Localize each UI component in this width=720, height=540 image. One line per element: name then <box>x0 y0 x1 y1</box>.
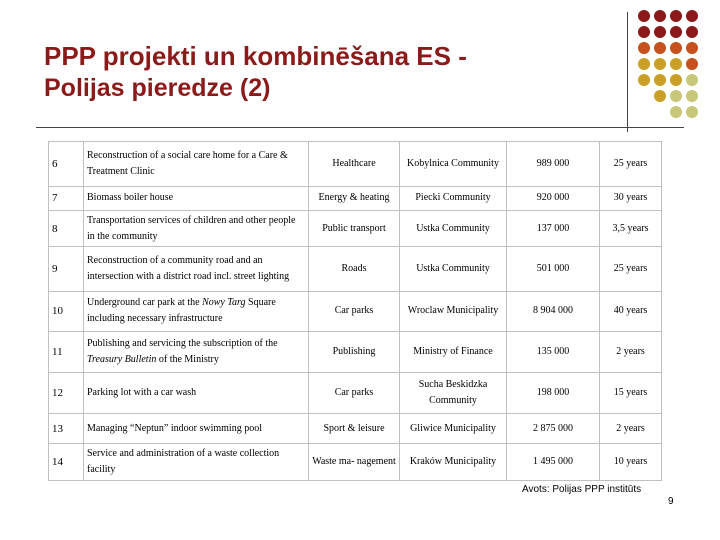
project-value: 8 904 000 <box>507 291 600 332</box>
contract-duration: 25 years <box>600 142 662 187</box>
project-sector: Public transport <box>309 211 400 247</box>
decor-dot <box>670 74 682 86</box>
public-partner: Gliwice Municipality <box>400 413 507 444</box>
decor-dot <box>638 58 650 70</box>
row-number: 6 <box>49 142 84 187</box>
decor-dot <box>654 90 666 102</box>
contract-duration: 2 years <box>600 413 662 444</box>
public-partner: Ministry of Finance <box>400 332 507 373</box>
decor-dot <box>670 58 682 70</box>
decor-dot <box>670 42 682 54</box>
row-number: 10 <box>49 291 84 332</box>
decor-dot <box>654 74 666 86</box>
public-partner: Kraków Municipality <box>400 444 507 481</box>
decor-dot <box>654 10 666 22</box>
contract-duration: 10 years <box>600 444 662 481</box>
project-description: Biomass boiler house <box>84 186 309 210</box>
project-value: 1 495 000 <box>507 444 600 481</box>
decor-dot <box>686 58 698 70</box>
table-row <box>49 373 662 414</box>
decor-dot <box>670 106 682 118</box>
project-sector: Roads <box>309 246 400 291</box>
decor-dot <box>686 74 698 86</box>
title-line-2: Polijas pieredze (2) <box>44 74 271 102</box>
decor-dot <box>686 42 698 54</box>
row-number: 8 <box>49 211 84 247</box>
public-partner: Ustka Community <box>400 211 507 247</box>
public-partner: Sucha Beskidzka Community <box>400 373 507 414</box>
project-description: Service and administration of a waste collection facility <box>84 444 309 481</box>
project-description: Parking lot with a car wash <box>84 373 309 414</box>
project-description: Reconstruction of a community road and an intersection with a district road incl. street lighting <box>84 246 309 291</box>
decor-divider-vertical <box>627 12 628 132</box>
description-emphasis: Treasury Bulletin <box>87 354 157 366</box>
decor-dot <box>686 106 698 118</box>
row-number: 7 <box>49 186 84 210</box>
description-text: Publishing and servicing the subscription of the <box>87 338 278 350</box>
row-number: 9 <box>49 246 84 291</box>
project-value: 920 000 <box>507 186 600 210</box>
description-emphasis: Nowy Targ <box>202 297 246 309</box>
project-value: 2 875 000 <box>507 413 600 444</box>
project-value: 989 000 <box>507 142 600 187</box>
decor-dot <box>654 26 666 38</box>
contract-duration: 40 years <box>600 291 662 332</box>
decor-dot <box>686 10 698 22</box>
description-text: Underground car park at the <box>87 297 203 309</box>
project-sector: Energy & heating <box>309 186 400 210</box>
project-description: Transportation services of children and other people in the community <box>84 211 309 247</box>
decor-dot-grid <box>638 10 718 122</box>
decor-dot <box>654 42 666 54</box>
contract-duration: 30 years <box>600 186 662 210</box>
contract-duration: 25 years <box>600 246 662 291</box>
project-value: 137 000 <box>507 211 600 247</box>
public-partner: Piecki Community <box>400 186 507 210</box>
row-number: 13 <box>49 413 84 444</box>
decor-dot <box>638 74 650 86</box>
contract-duration: 15 years <box>600 373 662 414</box>
public-partner: Ustka Community <box>400 246 507 291</box>
decor-dot <box>638 26 650 38</box>
decor-dot <box>638 10 650 22</box>
decor-dot <box>686 26 698 38</box>
row-number: 11 <box>49 332 84 373</box>
description-text: of the Ministry <box>156 354 219 366</box>
row-number: 14 <box>49 444 84 481</box>
project-description <box>84 291 309 332</box>
project-sector: Publishing <box>309 332 400 373</box>
contract-duration: 2 years <box>600 332 662 373</box>
project-value: 198 000 <box>507 373 600 414</box>
table-row <box>49 332 662 373</box>
table-row <box>49 291 662 332</box>
project-value: 501 000 <box>507 246 600 291</box>
table-row <box>49 142 662 187</box>
table-row <box>49 186 662 210</box>
decor-dot <box>670 26 682 38</box>
title-line-1: PPP projekti un kombinēšana ES - <box>44 41 467 71</box>
table-row <box>49 246 662 291</box>
project-sector: Car parks <box>309 291 400 332</box>
decor-dot <box>638 42 650 54</box>
table-row <box>49 444 662 481</box>
source-note: Avots: Polijas PPP institūts <box>522 484 642 495</box>
project-description: Reconstruction of a social care home for a Care & Treatment Clinic <box>84 142 309 187</box>
project-value: 135 000 <box>507 332 600 373</box>
project-sector: Sport & leisure <box>309 413 400 444</box>
project-description <box>84 332 309 373</box>
decor-dot <box>686 90 698 102</box>
title-divider-horizontal <box>36 127 684 128</box>
public-partner: Wroclaw Municipality <box>400 291 507 332</box>
slide-title <box>44 40 467 104</box>
ppp-projects-table <box>48 141 662 481</box>
description-text: Square including necessary infrastructure <box>87 297 276 325</box>
public-partner: Kobylnica Community <box>400 142 507 187</box>
decor-dot <box>670 90 682 102</box>
project-sector: Waste ma- nagement <box>309 444 400 481</box>
table-row <box>49 211 662 247</box>
project-sector: Car parks <box>309 373 400 414</box>
page-number: 9 <box>668 496 674 507</box>
decor-dot <box>654 58 666 70</box>
project-sector: Healthcare <box>309 142 400 187</box>
row-number: 12 <box>49 373 84 414</box>
table-row <box>49 413 662 444</box>
decor-dot <box>670 10 682 22</box>
contract-duration: 3,5 years <box>600 211 662 247</box>
project-description: Managing “Neptun” indoor swimming pool <box>84 413 309 444</box>
